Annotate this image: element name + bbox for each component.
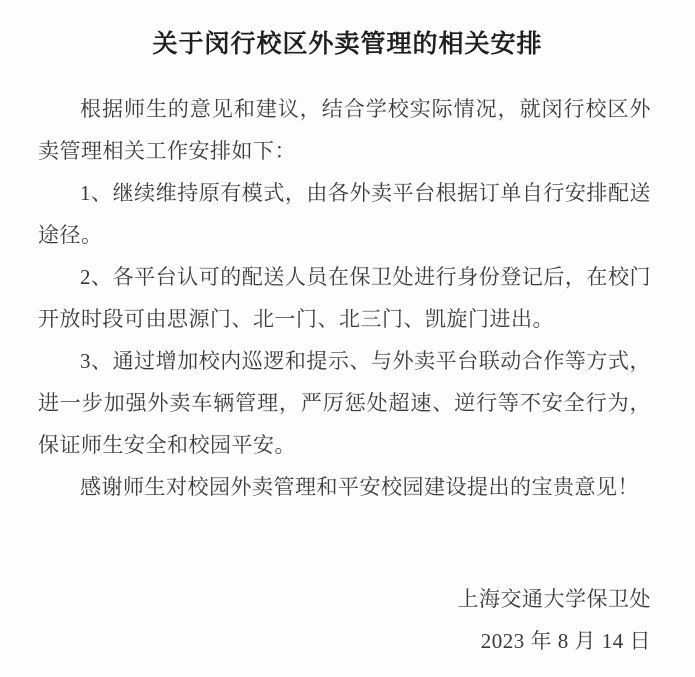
signature-block — [38, 578, 651, 662]
item-1-paragraph: 1、继续维持原有模式，由各外卖平台根据订单自行安排配送途径。 — [38, 181, 651, 247]
thanks-paragraph: 感谢师生对校园外卖管理和平安校园建设提出的宝贵意见！ — [80, 475, 639, 499]
signature: 上海交通大学保卫处 — [457, 587, 651, 611]
intro-paragraph: 根据师生的意见和建议，结合学校实际情况，就闵行校区外卖管理相关工作安排如下： — [38, 97, 651, 163]
document-body — [38, 88, 651, 662]
document-title: 关于闵行校区外卖管理的相关安排 — [152, 30, 543, 58]
item-3-paragraph: 3、通过增加校内巡逻和提示、与外卖平台联动合作等方式，进一步加强外卖车辆管理，严厉惩处超速、逆行等不安全行为，保证师生安全和校园平安。 — [38, 349, 651, 457]
item-2-paragraph: 2、各平台认可的配送人员在保卫处进行身份登记后，在校门开放时段可由思源门、北一门、北三门、凯旋门进出。 — [38, 265, 651, 331]
date: 2023 年 8 月 14 日 — [480, 629, 651, 653]
